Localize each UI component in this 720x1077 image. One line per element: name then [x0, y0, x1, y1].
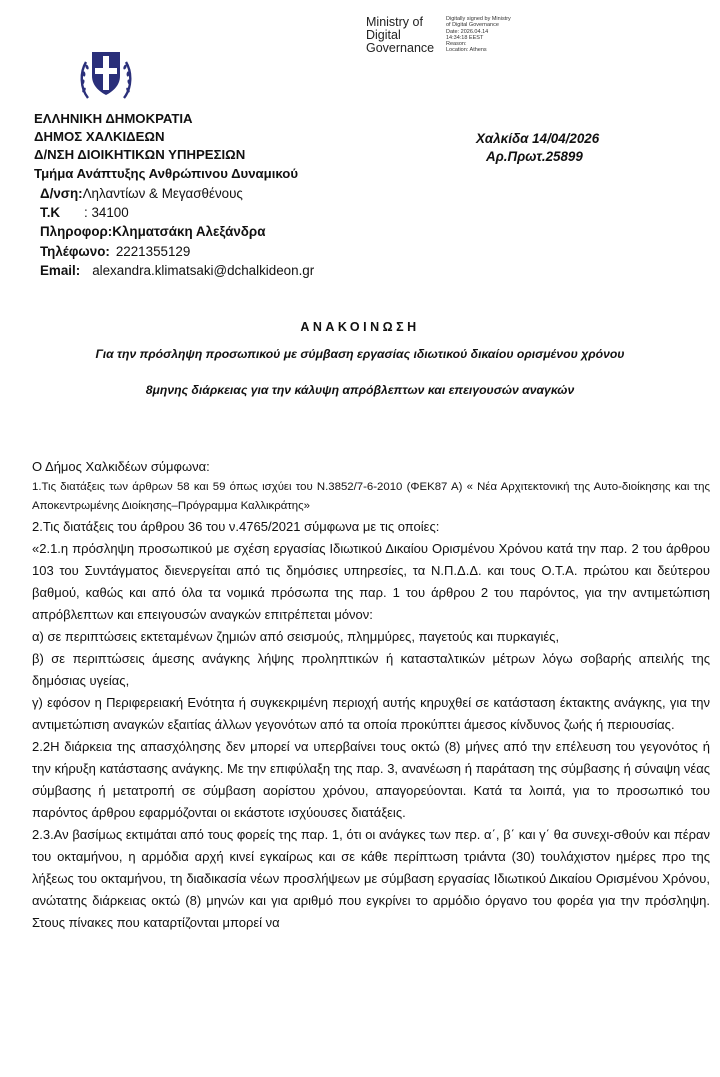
email-value: alexandra.klimatsaki@dchalkideon.gr — [92, 262, 315, 278]
signature-details — [446, 16, 606, 54]
protocol-number: Αρ.Πρωτ.25899 — [486, 149, 583, 164]
body-paragraph: β) σε περιπτώσεις άμεσης ανάγκης λήψης προληπτικών ή κατασταλτικών μέτρων λόγω σοβαρής απειλής της δημόσιας υγείας, — [32, 651, 710, 688]
signature-line: of Digital Governance — [446, 22, 499, 29]
issuer-header — [34, 110, 298, 183]
body-paragraph: α) σε περιπτώσεις εκτεταμένων ζημιών από σεισμούς, πλημμύρες, παγετούς και πυρκαγιές, — [32, 629, 560, 644]
body-paragraph: 2.3.Αν βασίμως εκτιμάται από τους φορείς της παρ. 1, ότι οι ανάγκες των περ. α΄, β΄ και γ΄ θα συνεχι-σθούν και πέραν του οκταμήνου, η αρμόδια αρχή κινεί εγκαίρως και σε κάθε περίπτωση τριάντα (30) τουλάχιστον ημέρες προ της λήξεως του οκταμήνου, τη διαδικασία νέων προσλήψεων με σύμβαση εργασίας Ιδιωτικού Δικαίου Ορισμένου Χρόνου, ανώτατης διάρκειας οκτώ (8) μηνών και για αριθμό που εγκρίνει το αρμόδιο όργανο του φορέα για την πρόσληψη. Στους πίνακες που καταρτίζονται μπορεί να — [32, 827, 710, 930]
info-value: Κληματσάκη Αλεξάνδρα — [112, 224, 266, 240]
phone-value: 2221355129 — [115, 243, 191, 259]
postcode-value: : 34100 — [84, 205, 129, 221]
body-paragraph: γ) εφόσον η Περιφερειακή Ενότητα ή συγκεκριμένη περιοχή αυτής κηρυχθεί σε κατάσταση έκτακτης ανάγκης, για την αντιμετώπιση αναγκών εξαιτίας άλλων γεγονότων από τα οποία προκύπτει άμεσος κίνδυνος ζωής ή περιουσίας. — [32, 695, 710, 732]
signature-line: Digitally signed by Ministry — [446, 16, 511, 22]
info-label: Πληροφορ: — [40, 224, 113, 240]
body-paragraph: 2.2Η διάρκεια της απασχόλησης δεν μπορεί να υπερβαίνει τους οκτώ (8) μήνες από την επέλευση του γεγονότος ή την κήρυξη κατάστασης ανάγκης. Με την επιφύλαξη της παρ. 3, ανανέωση ή παράταση της σύμβασης ή σύναψη νέας σύμβασης ή μετατροπή σε σύμβαση αορίστου χρόνου, απαγορεύονται. Κατά τα λοιπά, για το προσωπικό του παρόντος άρθρου εφαρμόζονται οι εκάστοτε ισχύουσες διατάξεις. — [32, 739, 710, 820]
department-title: Τμήμα Ανάπτυξης Ανθρώπινου Δυναμικού — [34, 165, 299, 181]
body-paragraph: «2.1.η πρόσληψη προσωπικού με σχέση εργασίας Ιδιωτικού Δικαίου Ορισμένου Χρόνου κατά την παρ. 2 του άρθρου 103 του Συντάγματος διενεργείται από τις δημόσιες υπηρεσίες, τα Ν.Π.Δ.Δ. και τους Ο.Τ.Α. πρώτου και δεύτερου βαθμού, καθώς και από όλα τα νομικά πρόσωπα της παρ. 1 του άρθρου 2 του παρόντος, για την αντιμετώπιση απρόβλεπτων και επειγουσών αναγκών επιτρέπεται μόνον: — [32, 541, 710, 622]
signature-line: 14:34:18 EEST — [446, 34, 484, 41]
announcement-subtitle-duration: 8μηνης διάρκειας για την κάλυψη απρόβλεπτων και επειγουσών αναγκών — [145, 383, 575, 397]
postcode-label: Τ.Κ — [40, 205, 61, 221]
place-date: Χαλκίδα 14/04/2026 — [476, 131, 600, 146]
signature-line: Reason: — [446, 41, 467, 48]
hellenic-republic-seal-icon — [78, 42, 134, 102]
contact-address — [40, 184, 314, 203]
document-reference — [476, 130, 599, 166]
contact-email — [40, 261, 314, 280]
signature-line: Date: 2026.04.14 — [446, 28, 489, 35]
contact-info — [40, 222, 314, 241]
municipality-title: ΔΗΜΟΣ ΧΑΛΚΙΔΕΩΝ — [34, 129, 165, 145]
body-paragraph: Ο Δήμος Χαλκιδέων σύμφωνα: — [32, 459, 210, 474]
contact-phone — [40, 242, 314, 261]
announcement-title: ΑΝΑΚΟΙΝΩΣΗ — [300, 320, 420, 334]
directorate-title: Δ/ΝΣΗ ΔΙΟΙΚΗΤΙΚΩΝ ΥΠΗΡΕΣΙΩΝ — [34, 147, 246, 163]
contact-details — [40, 184, 314, 280]
body-paragraph: 1.Τις διατάξεις των άρθρων 58 και 59 όπως ισχύει του Ν.3852/7-6-2010 (ΦΕΚ87 Α) « Νέα Αρχιτεκτονική της Αυτο-διοίκησης και της Αποκεντρωμένης Διοίκησης–Πρόγραμμα Καλλικράτης» — [32, 481, 710, 512]
announcement-body — [32, 456, 710, 934]
address-label: Δ/νση: — [40, 186, 83, 201]
body-paragraph: 2.Τις διατάξεις του άρθρου 36 του ν.4765/2021 σύμφωνα με τις οποίες: — [32, 519, 440, 534]
phone-label: Τηλέφωνο: — [40, 243, 110, 259]
address-value: Ληλαντίων & Μεγασθένους — [82, 186, 243, 201]
email-label: Email: — [40, 262, 81, 278]
signature-ministry: Ministry of Digital Governance — [366, 15, 435, 55]
contact-postcode — [40, 203, 314, 222]
signature-line: Location: Athens — [446, 47, 487, 54]
announcement-subtitle: Για την πρόσληψη προσωπικού με σύμβαση εργασίας ιδιωτικού δικαίου ορισμένου χρόνου — [95, 347, 625, 361]
republic-title: ΕΛΛΗΝΙΚΗ ΔΗΜΟΚΡΑΤΙΑ — [34, 111, 193, 126]
